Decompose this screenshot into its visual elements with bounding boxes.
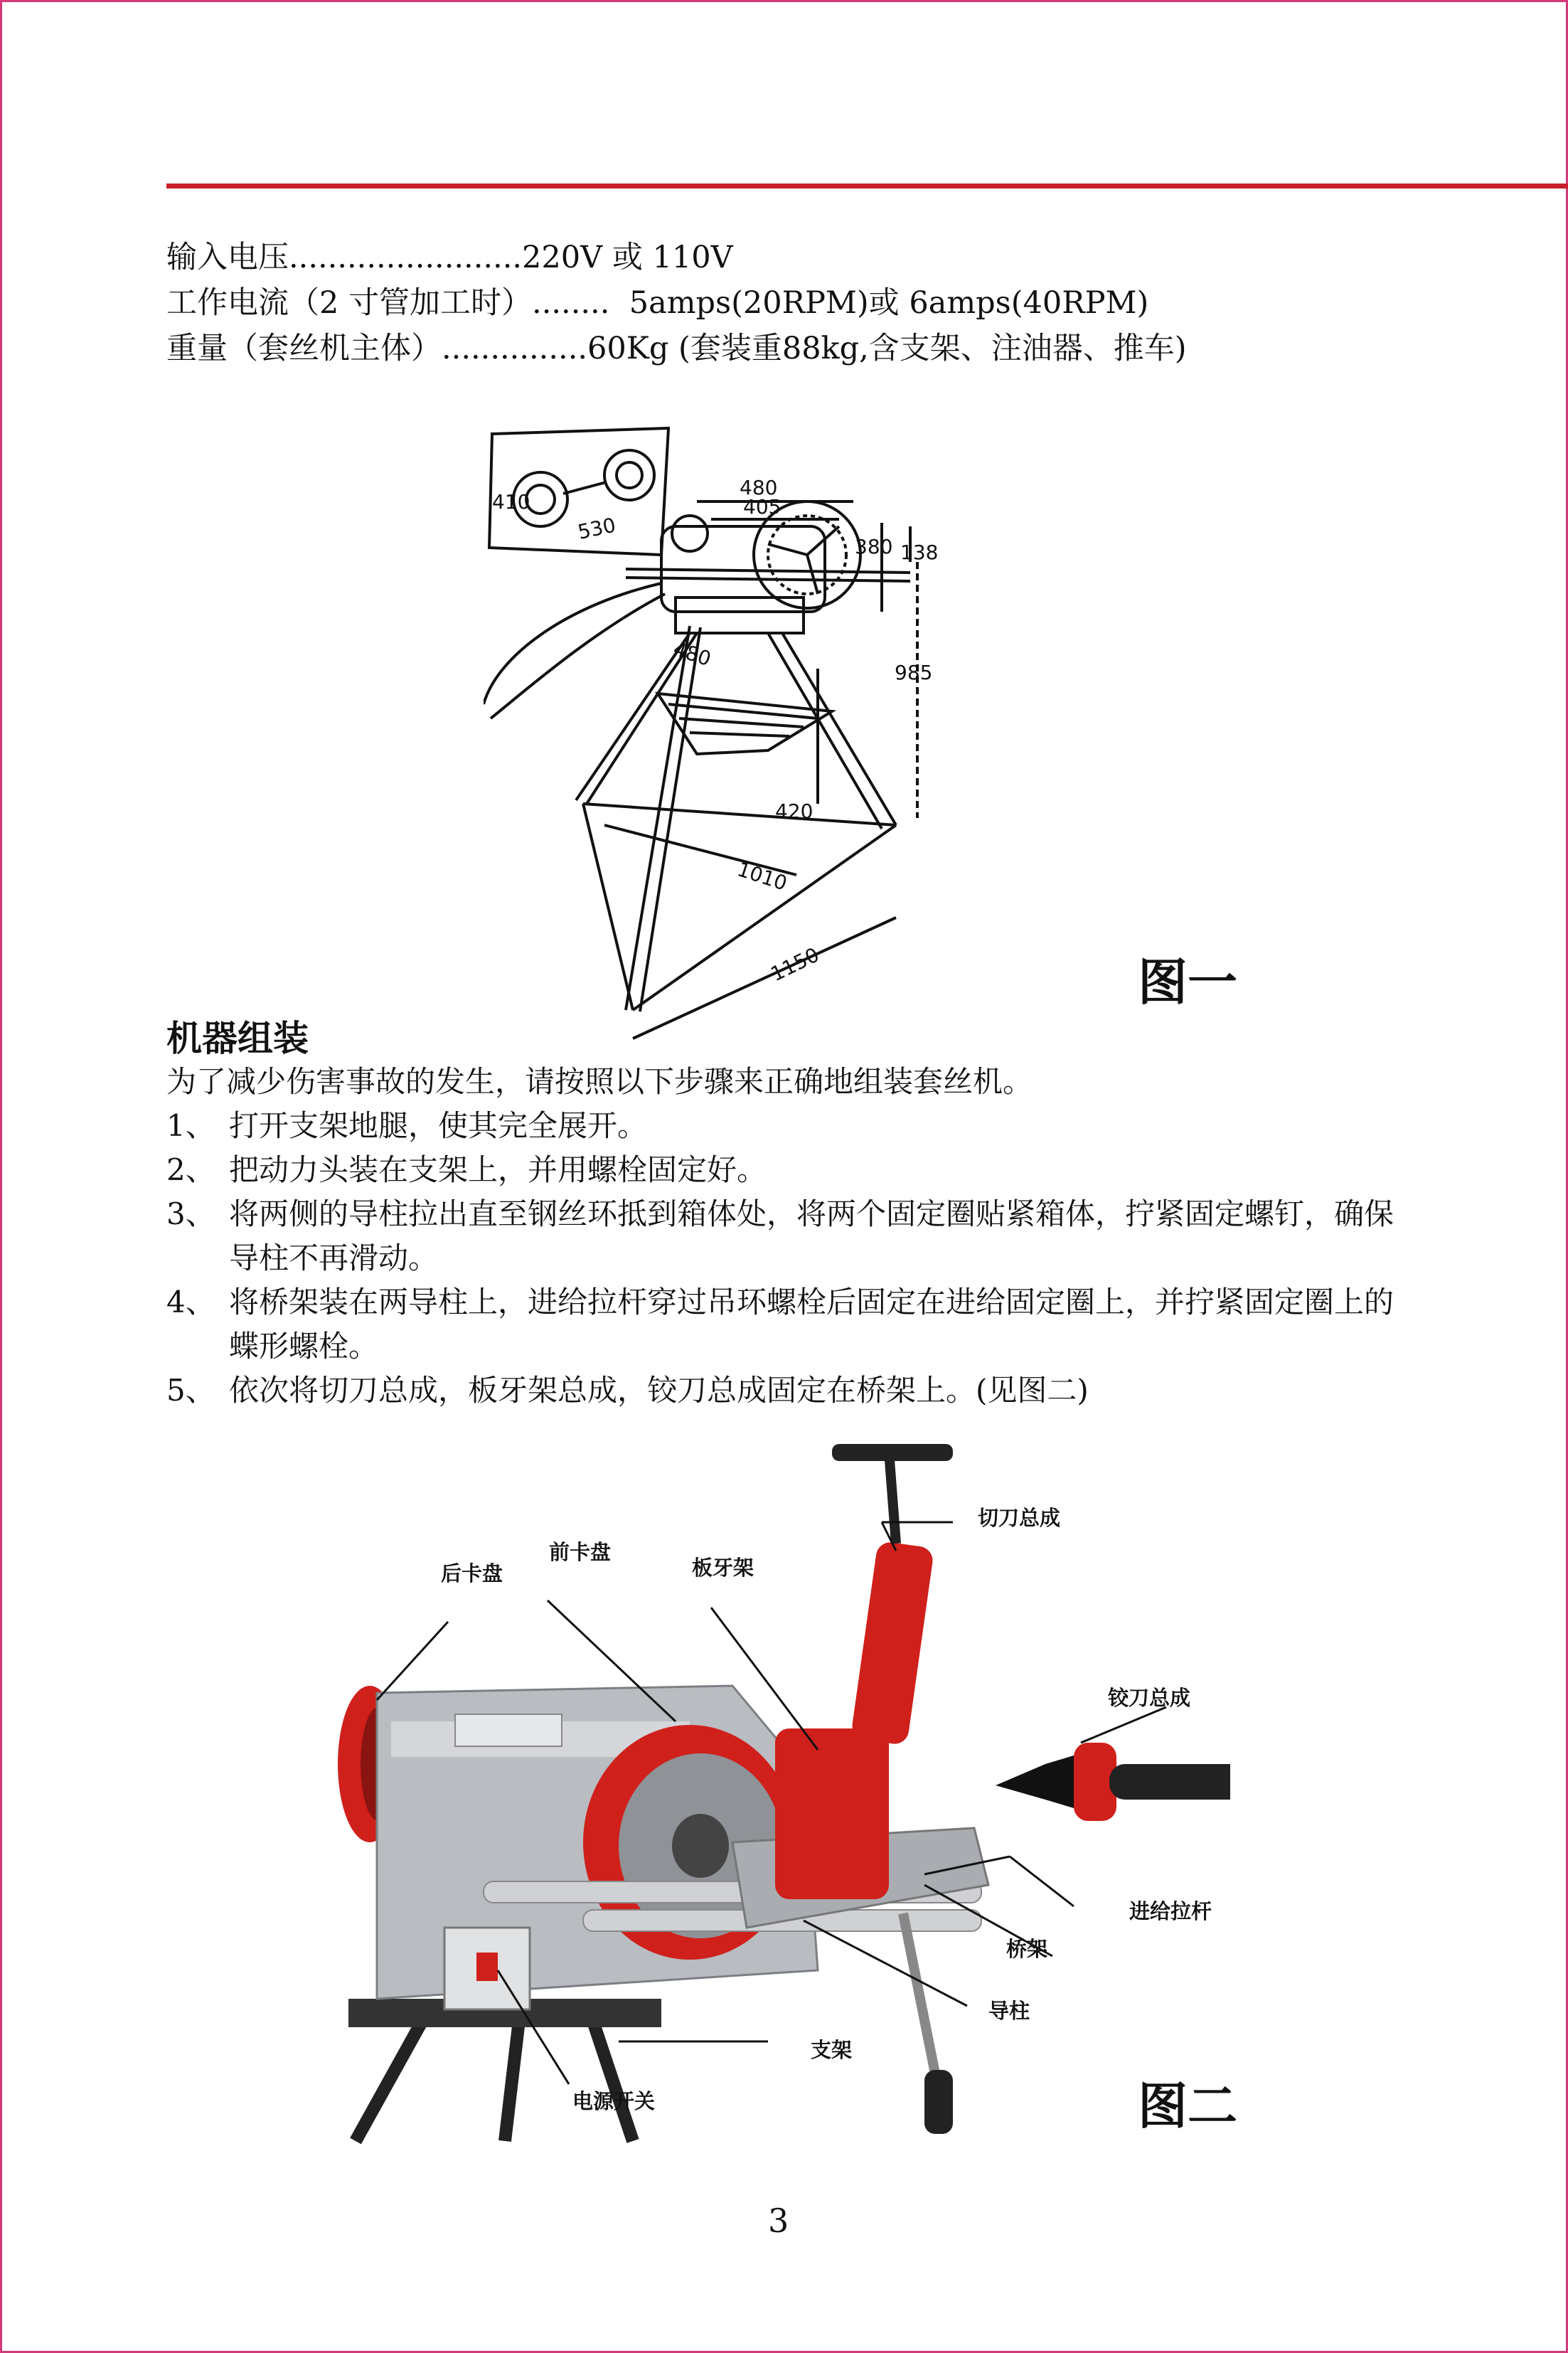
- callout-rear-chuck: 后卡盘: [441, 1561, 503, 1586]
- spec-weight: 重量（套丝机主体）...............60Kg (套装重88kg,含支架、注油器、推车): [166, 331, 1187, 366]
- callout-reamer: 铰刀总成: [1108, 1686, 1191, 1710]
- callout-stand: 支架: [811, 2038, 853, 2062]
- dim-480-side: 480: [670, 637, 714, 671]
- step-text: 将两侧的导柱拉出直至钢丝环抵到箱体处，将两个固定圈贴紧箱体，拧紧固定螺钉，确保导柱不再滑动。: [229, 1196, 1394, 1275]
- callout-cutter: 切刀总成: [978, 1506, 1061, 1530]
- callout-die-head: 板牙架: [692, 1556, 754, 1580]
- dim-420: 420: [775, 800, 814, 823]
- step-text: 打开支架地腿，使其完全展开。: [229, 1108, 648, 1143]
- dim-138: 138: [900, 541, 939, 564]
- header-rule: [166, 184, 1568, 188]
- figure1-dimension-drawing: [484, 420, 1024, 1060]
- step-number: 3、: [166, 1196, 215, 1231]
- section-heading: 机器组装: [166, 1018, 309, 1059]
- figure2-machine-photo: [334, 1430, 1230, 2145]
- dim-1150: 1150: [767, 942, 823, 987]
- dim-480-top: 480: [740, 476, 778, 499]
- assembly-step: [166, 1369, 1418, 1413]
- dim-1010: 1010: [734, 857, 790, 896]
- step-number: 1、: [166, 1108, 215, 1143]
- assembly-step: [166, 1148, 1418, 1192]
- step-number: 2、: [166, 1152, 215, 1187]
- callout-carriage: 桥架: [1006, 1937, 1048, 1961]
- assembly-intro: 为了减少伤害事故的发生，请按照以下步骤来正确地组装套丝机。: [166, 1064, 1033, 1099]
- dim-405: 405: [743, 495, 782, 519]
- step-number: 5、: [166, 1373, 215, 1408]
- callout-front-chuck: 前卡盘: [549, 1540, 612, 1564]
- spec-working-current: 工作电流（2 寸管加工时）........ 5amps(20RPM)或 6amps(40RPM): [166, 285, 1149, 321]
- assembly-step: [166, 1280, 1418, 1369]
- page-number: 3: [768, 2201, 789, 2240]
- step-text: 将桥架装在两导柱上，进给拉杆穿过吊环螺栓后固定在进给固定圈上，并拧紧固定圈上的蝶形螺栓。: [229, 1285, 1394, 1364]
- spec-input-voltage: 输入电压........................220V 或 110V: [166, 240, 733, 275]
- callout-guide-rail: 导柱: [988, 1999, 1030, 2023]
- dim-410: 410: [492, 490, 530, 514]
- step-text: 把动力头装在支架上，并用螺栓固定好。: [229, 1152, 767, 1187]
- figure2-label: 图二: [1138, 2077, 1237, 2135]
- assembly-step: [166, 1104, 1418, 1148]
- assembly-step: [166, 1192, 1418, 1280]
- dim-530: 530: [575, 513, 618, 544]
- figure1-label: 图一: [1138, 953, 1237, 1011]
- callout-power-switch: 电源开关: [572, 2089, 656, 2113]
- callout-feed-rod: 进给拉杆: [1129, 1899, 1212, 1923]
- step-text: 依次将切刀总成，板牙架总成，铰刀总成固定在桥架上。(见图二): [229, 1373, 1089, 1408]
- dim-985: 985: [895, 661, 933, 684]
- step-number: 4、: [166, 1285, 215, 1319]
- dim-380: 380: [855, 535, 893, 558]
